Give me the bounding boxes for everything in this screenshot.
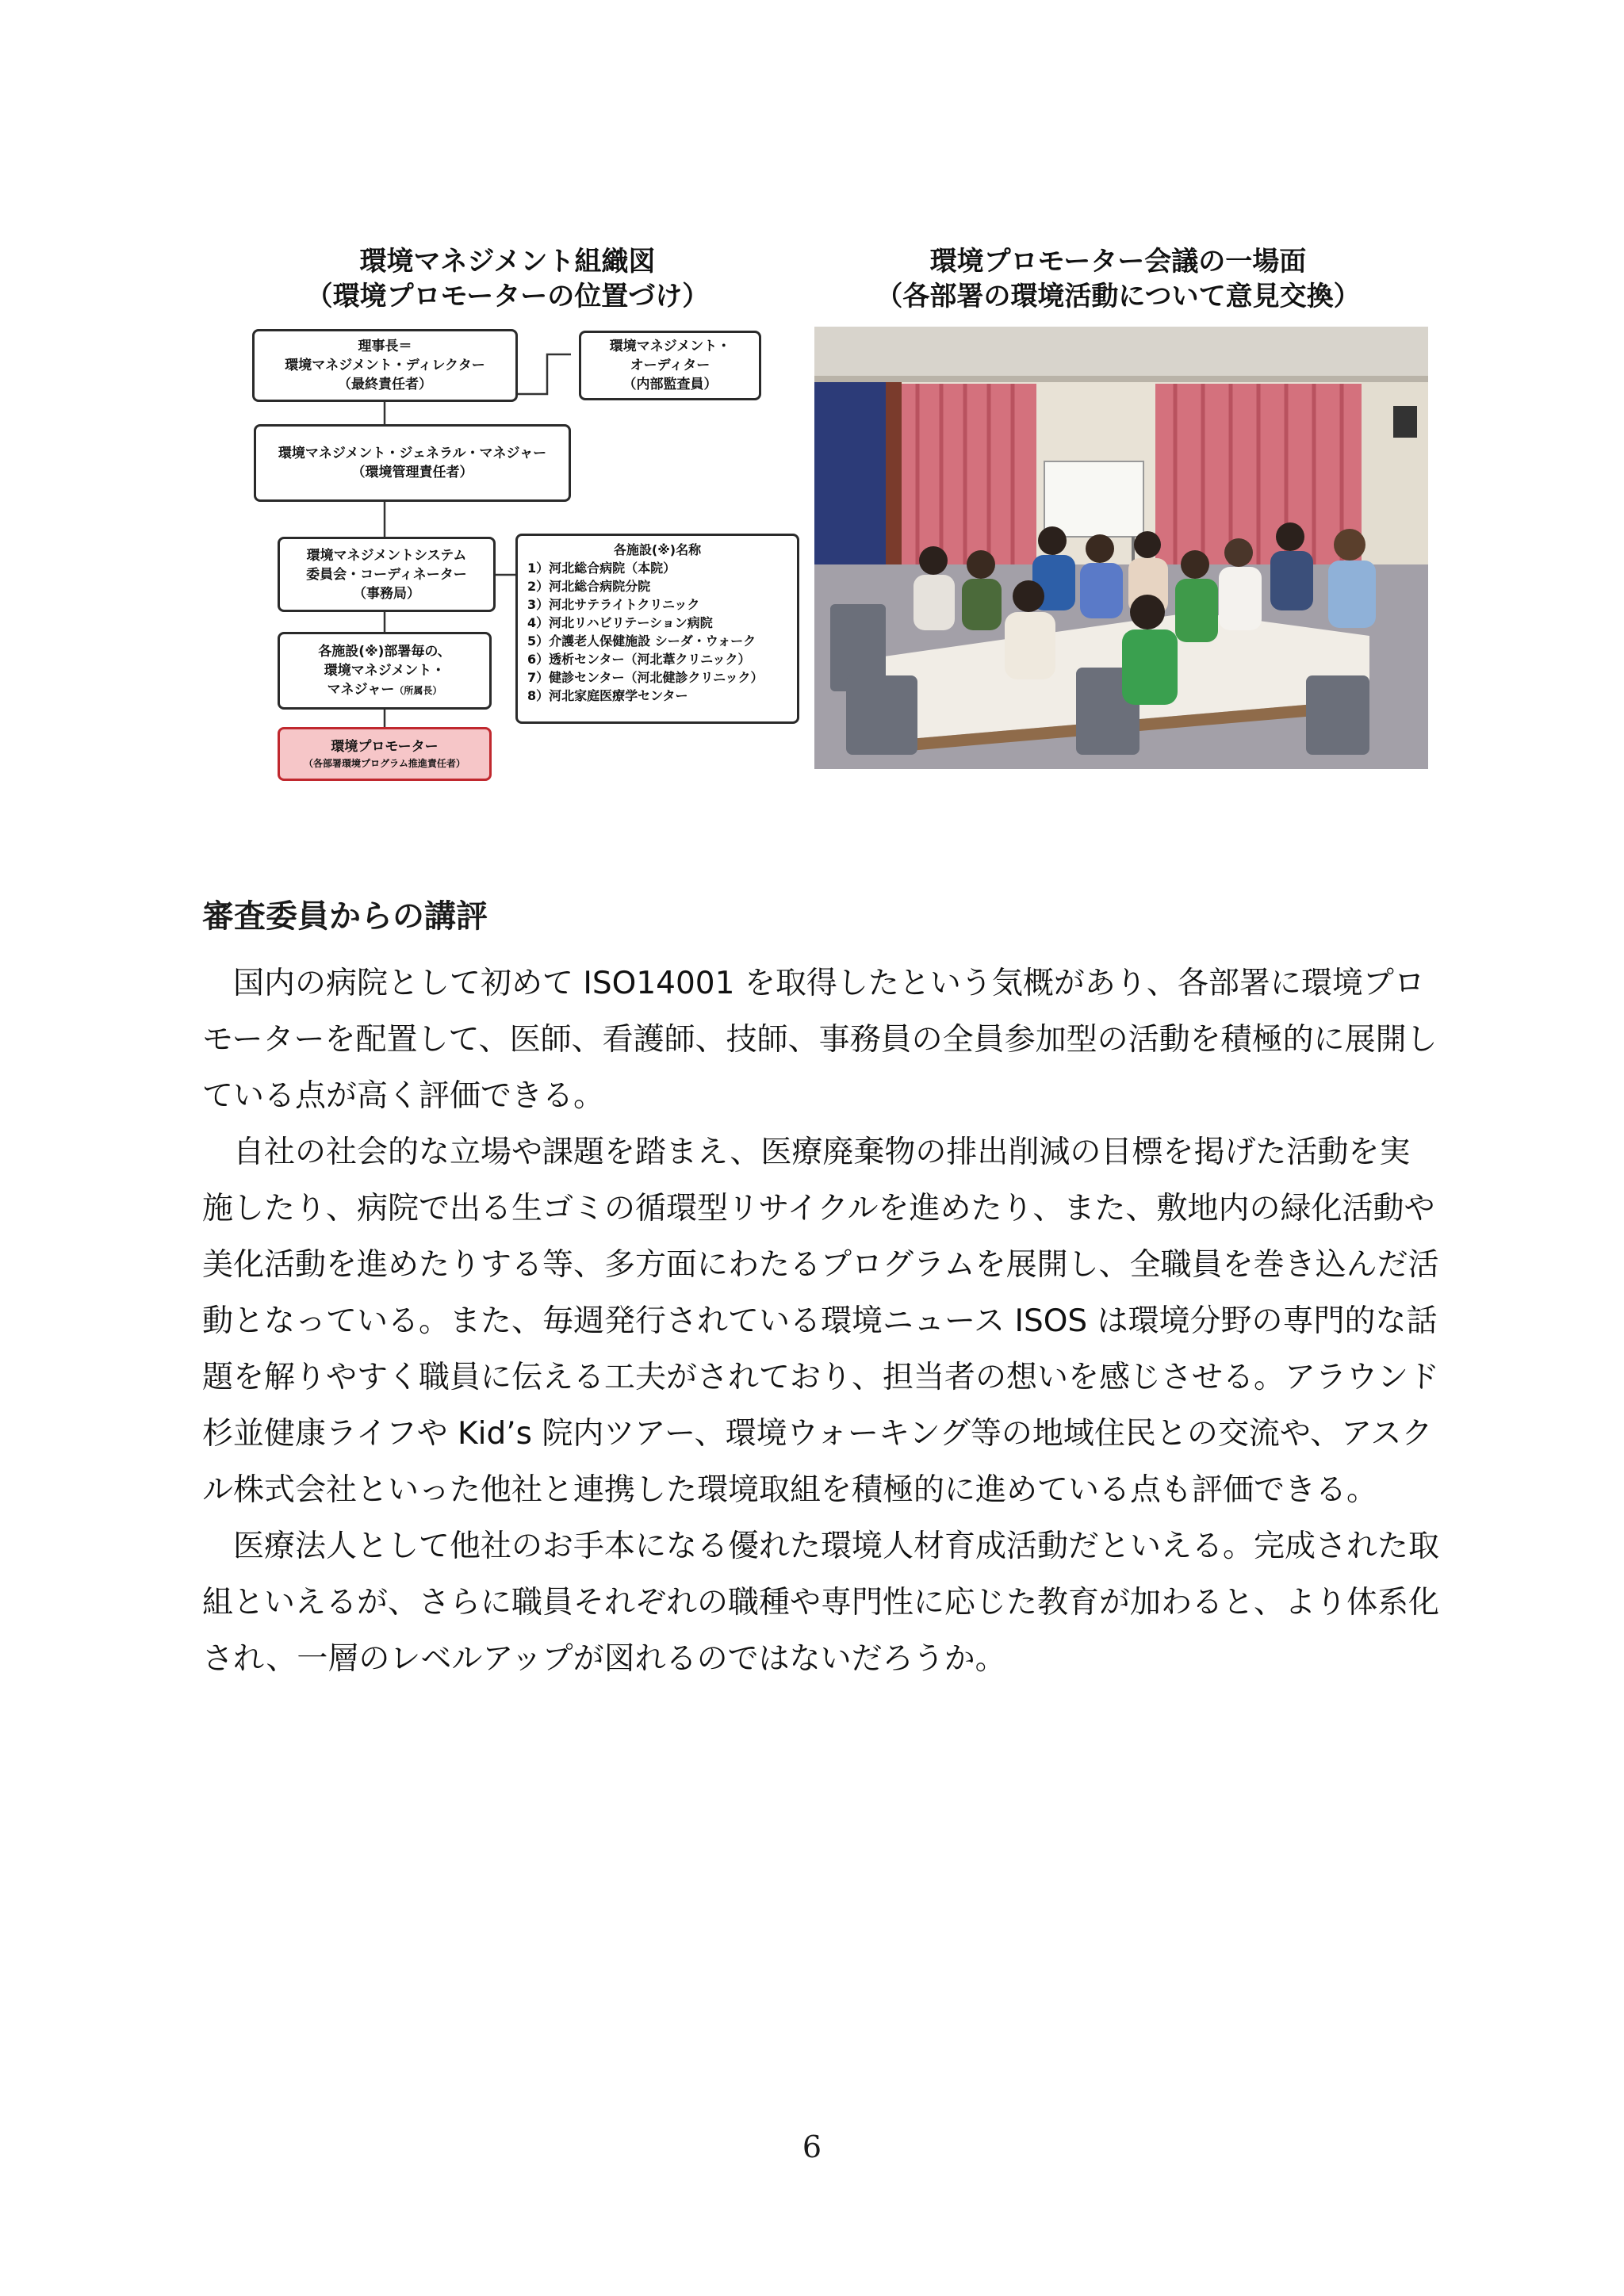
gm-line1: 環境マネジメント・ジェネラル・マネジャー <box>278 446 547 461</box>
general-manager-box <box>254 424 571 502</box>
facility-item: 3）河北サテライトクリニック <box>527 597 700 612</box>
facility-list-title: 各施設(※)名称 <box>613 542 702 557</box>
review-paragraph: 医療法人として他社のお手本になる優れた環境人材育成活動だといえる。完成された取組といえるが、さらに職員それぞれの職種や専門性に応じた教育が加わると、より体系化され、一層のレベルアップが図れるのではないだろうか。 <box>202 1529 1440 1677</box>
ems-committee-box <box>278 537 496 612</box>
meeting-photo-image <box>814 327 1428 769</box>
page-number: 6 <box>802 2130 822 2164</box>
photo-caption <box>809 244 1427 314</box>
facility-item: 2）河北総合病院分院 <box>527 579 651 594</box>
facility-item: 4）河北リハビリテーション病院 <box>527 615 713 630</box>
photo-caption-line1: 環境プロモーター会議の一場面 <box>929 246 1307 277</box>
auditor-line3: （内部監査員） <box>622 377 718 392</box>
ems-line3: （事務局） <box>353 585 420 602</box>
facility-list-box <box>515 534 799 724</box>
mgr-line3-text: マネジャー <box>327 682 395 698</box>
facility-item: 5）介護老人保健施設 シーダ・ウォーク <box>527 633 756 649</box>
meeting-photo <box>814 327 1428 769</box>
ems-line1: 環境マネジメントシステム <box>306 547 467 564</box>
review-body <box>202 955 1439 1687</box>
auditor-box <box>579 331 761 400</box>
mgr-line3 <box>327 680 442 699</box>
review-paragraph: 国内の病院として初めて ISO14001 を取得したという気概があり、各部署に環境プロモーターを配置して、医師、看護師、技師、事務員の全員参加型の活動を積極的に展開している点が高く評価できる。 <box>202 966 1438 1114</box>
promoter-line2: （各部署環境プログラム推進責任者） <box>304 758 465 769</box>
review-heading: 審査委員からの講評 <box>202 898 488 935</box>
org-chart <box>238 321 809 797</box>
review-paragraph: 自社の社会的な立場や課題を踏まえ、医療廃棄物の排出削減の目標を掲げた活動を実施したり、病院で出る生ゴミの循環型リサイクルを進めたり、また、敷地内の緑化活動や美化活動を進めたりする等、多方面にわたるプログラムを展開し、全職員を巻き込んだ活動となっている。また、毎週発行されている環境ニュース ISOS は環境分野の専門的な話題を解りやすく職員に伝える工夫がされており、担当者の想いを感じさせる。アラウンド杉並健康ライフや Kid’s 院内ツアー、環境ウォーキング等の地域住民との交流や、アスクル株式会社といった他社と連携した環境取組を積極的に進めている点も評価できる。 <box>202 1135 1440 1508</box>
director-line1: 理事長＝ <box>358 339 412 354</box>
ems-line2: 委員会・コーディネーター <box>306 566 467 583</box>
director-box <box>252 329 518 402</box>
facility-item: 6）透析センター（河北葦クリニック） <box>527 652 751 667</box>
promoter-line1: 環境プロモーター <box>331 739 439 755</box>
environment-promoter-box <box>278 727 492 781</box>
gm-line2: （環境管理責任者） <box>351 465 473 480</box>
org-chart-caption <box>238 244 777 314</box>
org-chart-caption-line1: 環境マネジメント組織図 <box>359 246 656 277</box>
director-line3: （最終責任者） <box>338 377 432 392</box>
director-line2: 環境マネジメント・ディレクター <box>285 358 485 373</box>
auditor-line1: 環境マネジメント・ <box>609 339 731 354</box>
facility-item: 7）健診センター（河北健診クリニック） <box>527 670 764 685</box>
org-chart-caption-line2: （環境プロモーターの位置づけ） <box>305 281 710 312</box>
auditor-line2: オーディター <box>630 358 710 373</box>
mgr-note: （所属長） <box>394 685 442 696</box>
facility-item: 1）河北総合病院（本院） <box>527 561 676 576</box>
facility-list <box>527 559 787 705</box>
photo-caption-line2: （各部署の環境活動について意見交換） <box>875 281 1361 312</box>
environment-manager-box <box>278 632 492 710</box>
mgr-line1: 各施設(※)部署毎の、 <box>318 644 451 660</box>
mgr-line2: 環境マネジメント・ <box>324 663 446 679</box>
facility-item: 8）河北家庭医療学センター <box>527 688 688 703</box>
